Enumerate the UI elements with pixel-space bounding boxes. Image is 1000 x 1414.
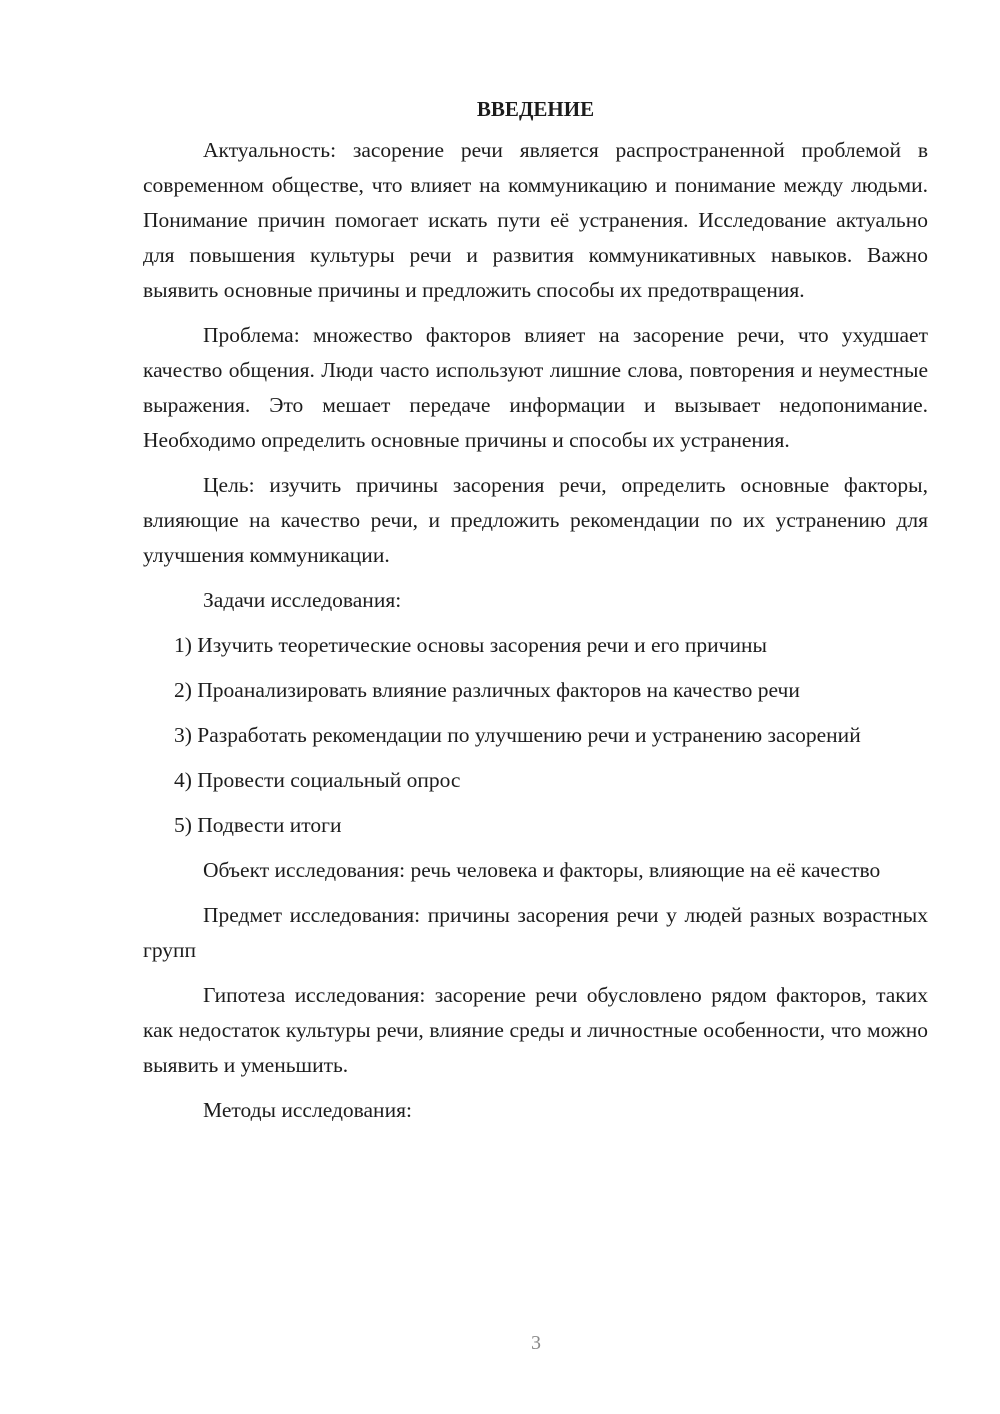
page-number: 3 [531, 1332, 541, 1354]
page-content [143, 92, 928, 1138]
paragraph-subject: Предмет исследования: причины засорения речи у людей разных возрастных групп [143, 903, 928, 962]
task-item-2: 2) Проанализировать влияние различных факторов на качество речи [174, 678, 800, 702]
task-item-3: 3) Разработать рекомендации по улучшению речи и устранению засорений [174, 723, 861, 747]
task-item-5: 5) Подвести итоги [174, 813, 342, 837]
paragraph-object: Объект исследования: речь человека и факторы, влияющие на её качество [203, 858, 881, 882]
section-title: ВВЕДЕНИЕ [476, 97, 595, 121]
task-item-1: 1) Изучить теоретические основы засорения речи и его причины [174, 633, 767, 657]
tasks-heading: Задачи исследования: [203, 588, 402, 612]
paragraph-goal: Цель: изучить причины засорения речи, определить основные факторы, влияющие на качество речи, и предложить рекомендации по их устранению для улучшения коммуникации. [143, 473, 928, 567]
methods-heading: Методы исследования: [203, 1098, 412, 1122]
paragraph-relevance: Актуальность: засорение речи является распространенной проблемой в современном обществе, что влияет на коммуникацию и понимание между людьми. Понимание причин помогает искать пути её устранения. Исследование актуально для повышения культуры речи и развития коммуникативных навыков. Важно выявить основные причины и предложить способы их предотвращения. [143, 138, 928, 302]
task-item-4: 4) Провести социальный опрос [174, 768, 461, 792]
paragraph-hypothesis: Гипотеза исследования: засорение речи обусловлено рядом факторов, таких как недостаток культуры речи, влияние среды и личностные особенности, что можно выявить и уменьшить. [143, 983, 928, 1077]
paragraph-problem: Проблема: множество факторов влияет на засорение речи, что ухудшает качество общения. Люди часто используют лишние слова, повторения и неуместные выражения. Это мешает передаче информации и вызывает недопонимание. Необходимо определить основные причины и способы их устранения. [143, 323, 928, 452]
